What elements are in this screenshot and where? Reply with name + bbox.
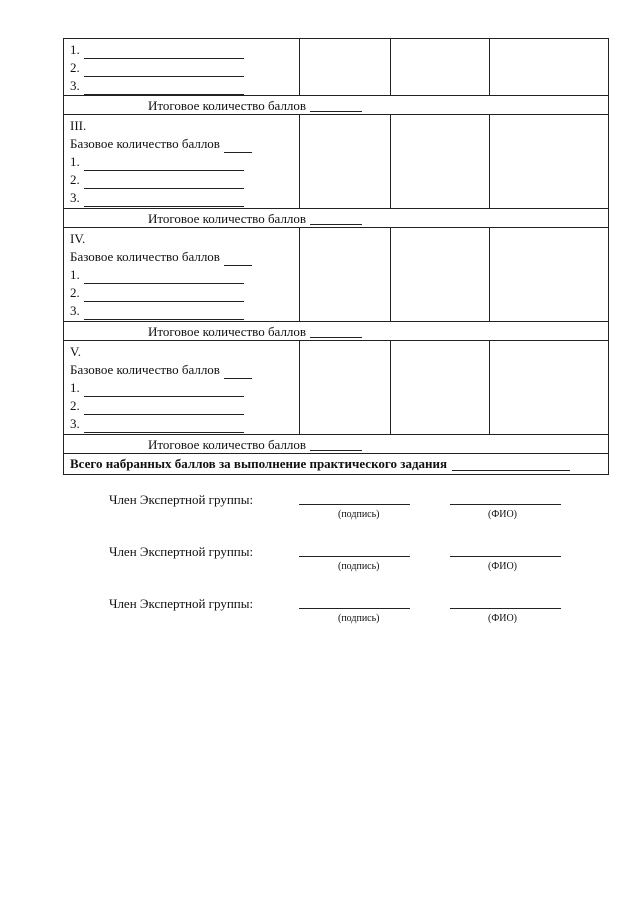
section-iii (64, 115, 608, 209)
section-total-blank[interactable] (310, 212, 362, 225)
item-line (70, 59, 293, 77)
item-number: 2. (70, 172, 80, 187)
score-cell[interactable] (300, 228, 391, 321)
base-score-row (70, 248, 293, 266)
fio-line[interactable] (450, 504, 561, 505)
section-iv (64, 228, 608, 322)
section-continued (64, 39, 608, 96)
item-blank-field[interactable] (84, 401, 244, 415)
signature-block (109, 596, 579, 648)
item-line (70, 171, 293, 189)
item-blank-field[interactable] (84, 288, 244, 302)
item-line (70, 415, 293, 433)
section-roman-numeral: IV. (70, 231, 86, 246)
item-number: 2. (70, 285, 80, 300)
base-score-row (70, 361, 293, 379)
item-line (70, 77, 293, 95)
signature-label: Член Экспертной группы: (109, 596, 254, 611)
item-number: 3. (70, 416, 80, 431)
item-line (70, 153, 293, 171)
score-cell[interactable] (391, 341, 490, 434)
item-blank-field[interactable] (84, 193, 244, 207)
score-cell[interactable] (300, 39, 391, 95)
base-score-label: Базовое количество баллов (70, 249, 220, 264)
item-blank-field[interactable] (84, 270, 244, 284)
item-blank-field[interactable] (84, 306, 244, 320)
item-line (70, 284, 293, 302)
score-cell[interactable] (490, 341, 608, 434)
item-blank-field[interactable] (84, 419, 244, 433)
item-line (70, 41, 293, 59)
fio-caption: (ФИО) (488, 561, 518, 572)
section-total-label: Итоговое количество баллов (148, 210, 307, 226)
section-continued-main-cell (64, 39, 300, 95)
score-table (63, 38, 609, 475)
score-cell[interactable] (490, 115, 608, 208)
item-number: 1. (70, 380, 80, 395)
score-cell[interactable] (391, 115, 490, 208)
section-iii-main-cell (64, 115, 300, 208)
score-cell[interactable] (490, 39, 608, 95)
signature-caption: (подпись) (338, 509, 380, 520)
item-blank-field[interactable] (84, 45, 244, 59)
section-roman-numeral: V. (70, 344, 81, 359)
item-line (70, 302, 293, 320)
score-cell[interactable] (490, 228, 608, 321)
base-score-label: Базовое количество баллов (70, 136, 220, 151)
base-score-blank[interactable] (224, 139, 252, 153)
item-number: 3. (70, 303, 80, 318)
section-roman-numeral: III. (70, 118, 87, 133)
signature-line[interactable] (299, 556, 410, 557)
fio-line[interactable] (450, 556, 561, 557)
item-blank-field[interactable] (84, 81, 244, 95)
item-blank-field[interactable] (84, 175, 244, 189)
item-number: 1. (70, 267, 80, 282)
base-score-row (70, 135, 293, 153)
fio-caption: (ФИО) (488, 509, 518, 520)
section-total-label: Итоговое количество баллов (148, 436, 307, 452)
section-total-label: Итоговое количество баллов (148, 323, 307, 339)
base-score-blank[interactable] (224, 252, 252, 266)
section-v (64, 341, 608, 435)
score-cell[interactable] (300, 115, 391, 208)
grand-total-row (64, 454, 608, 474)
signature-caption: (подпись) (338, 561, 380, 572)
item-blank-field[interactable] (84, 157, 244, 171)
signature-line[interactable] (299, 504, 410, 505)
signature-line[interactable] (299, 608, 410, 609)
item-number: 3. (70, 78, 80, 93)
section-total-row (64, 435, 608, 454)
item-number: 1. (70, 42, 80, 57)
item-line (70, 397, 293, 415)
signature-label: Член Экспертной группы: (109, 544, 254, 559)
item-line (70, 266, 293, 284)
item-number: 1. (70, 154, 80, 169)
section-total-blank[interactable] (310, 438, 362, 451)
section-v-main-cell (64, 341, 300, 434)
item-number: 2. (70, 60, 80, 75)
section-total-row (64, 209, 608, 228)
grand-total-blank[interactable] (452, 458, 570, 471)
item-line (70, 379, 293, 397)
score-cell[interactable] (391, 39, 490, 95)
item-number: 2. (70, 398, 80, 413)
signature-block (109, 544, 579, 596)
section-total-row (64, 96, 608, 115)
section-total-row (64, 322, 608, 341)
section-total-blank[interactable] (310, 99, 362, 112)
base-score-label: Базовое количество баллов (70, 362, 220, 377)
grand-total-label: Всего набранных баллов за выполнение практического задания (70, 456, 448, 471)
section-total-blank[interactable] (310, 325, 362, 338)
item-blank-field[interactable] (84, 383, 244, 397)
item-line (70, 189, 293, 207)
section-iv-main-cell (64, 228, 300, 321)
score-cell[interactable] (300, 341, 391, 434)
item-number: 3. (70, 190, 80, 205)
section-total-label: Итоговое количество баллов (148, 97, 307, 113)
score-cell[interactable] (391, 228, 490, 321)
signature-label: Член Экспертной группы: (109, 492, 254, 507)
signature-caption: (подпись) (338, 613, 380, 624)
signature-block (109, 492, 579, 544)
item-blank-field[interactable] (84, 63, 244, 77)
fio-caption: (ФИО) (488, 613, 518, 624)
signature-area (109, 492, 579, 648)
base-score-blank[interactable] (224, 365, 252, 379)
fio-line[interactable] (450, 608, 561, 609)
